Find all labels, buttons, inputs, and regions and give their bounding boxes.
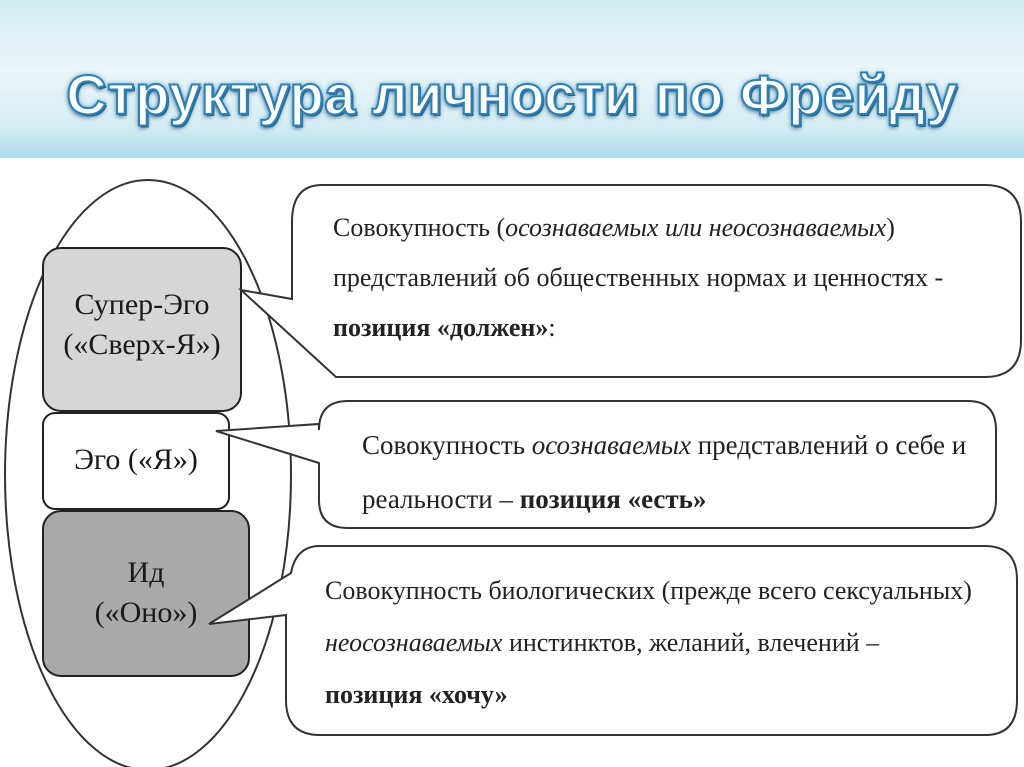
superego-description-line-2: представлений об общественных нормах и ценностях - [333,263,944,292]
id-description-line-3: позиция «хочу» [325,680,508,709]
id-description-line-2: неосознаваемых инстинктов, желаний, влечений – [325,628,880,657]
ego-description-line-2: реальности – позиция «есть» [362,484,707,514]
ego-name: Эго («Я») [74,443,198,476]
superego-alias: («Сверх-Я») [63,328,221,361]
superego-description [333,203,943,353]
id-alias: («Оно») [94,596,198,629]
id-name: Ид [127,556,165,589]
ego-description-line-1: Совокупность осознаваемых представлений о себе и [362,430,967,460]
ego-description [362,418,966,526]
superego-description-line-1: Совокупность (осознаваемых или неосознаваемых) [333,213,895,242]
superego-name: Супер-Эго [74,288,210,321]
id-label [43,553,249,633]
superego-label [43,285,241,365]
ego-label [43,440,229,480]
superego-description-line-3: позиция «должен»: [333,313,556,342]
page-title: Структура личности по Фрейду [66,63,958,126]
id-description [325,565,972,721]
id-description-line-1: Совокупность биологических (прежде всего сексуальных) [325,576,972,605]
